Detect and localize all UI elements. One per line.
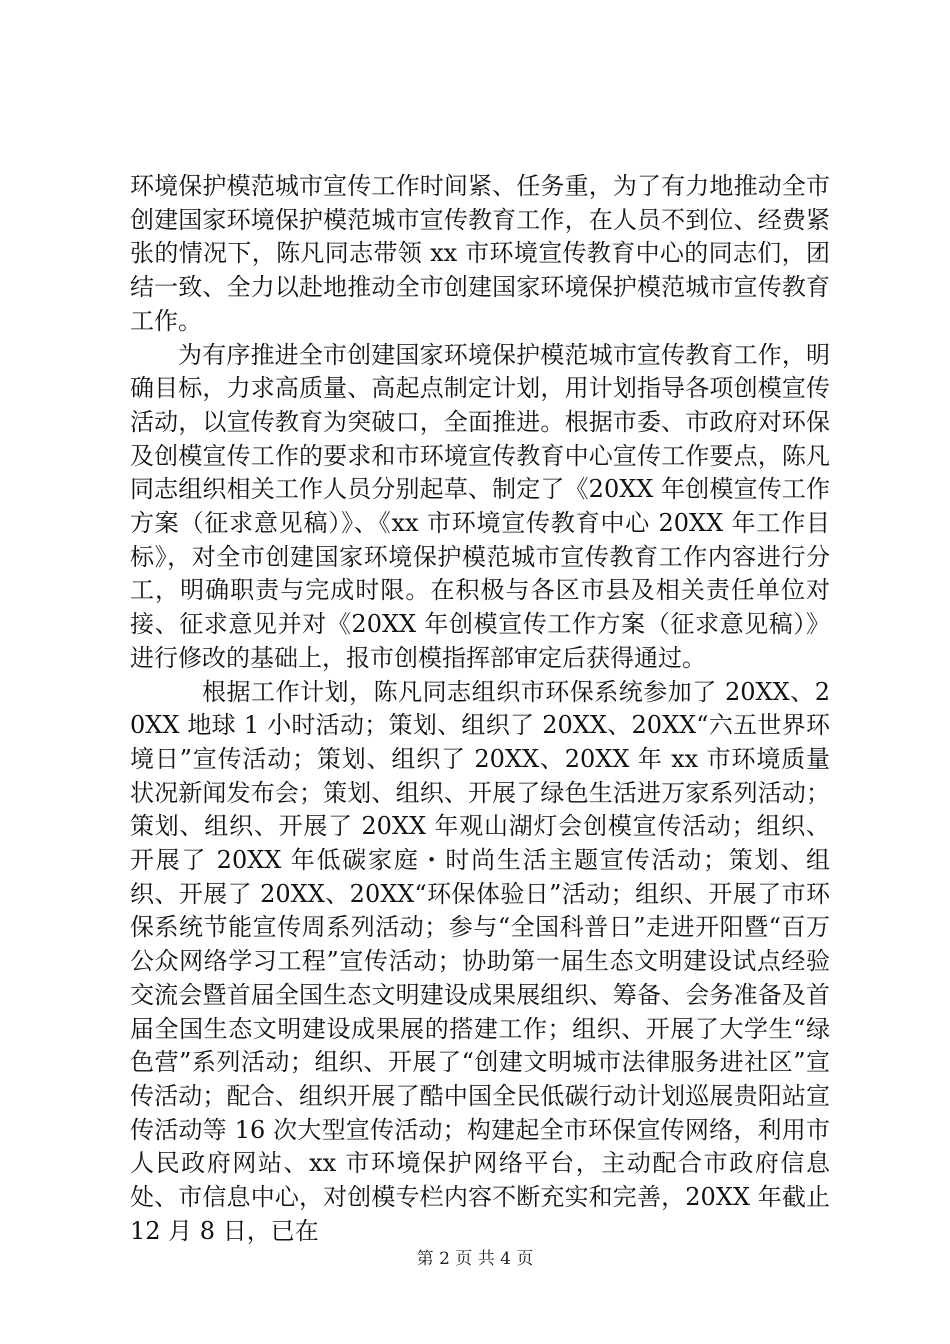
paragraph-1: 环境保护模范城市宣传工作时间紧、任务重，为了有力地推动全市创建国家环境保护模范城市宣传教育工作，在人员不到位、经费紧张的情况下，陈凡同志带领 xx 市环境宣传教育中心的同志们，团结一致、全力以赴地推动全市创建国家环境保护模范城市宣传教育工作。 (130, 172, 830, 335)
page-footer: 第 2 页 共 4 页 (416, 1249, 534, 1269)
paragraph-3: 根据工作计划，陈凡同志组织市环保系统参加了 20XX、20XX 地球 1 小时活动；策划、组织了 20XX、20XX“六五世界环境日”宣传活动；策划、组织了 20XX、20XX 年 xx 市环境质量状况新闻发布会；策划、组织、开展了绿色生活进万家系列活动；策划、组织、开展了 20XX 年观山湖灯会创模宣传活动；组织、开展了 20XX 年低碳家庭・时尚生活主题宣传活动；策划、组织、开展了 20XX、20XX“环保体验日”活动；组织、开展了市环保系统节能宣传周系列活动；参与“全国科普日”走进开阳暨“百万公众网络学习工程”宣传活动；协助第一届生态文明建设试点经验交流会暨首届全国生态文明建设成果展组织、筹备、会务准备及首届全国生态文明建设成果展的搭建工作；组织、开展了大学生“绿色营”系列活动；组织、开展了“创建文明城市法律服务进社区”宣传活动；配合、组织开展了酷中国全民低碳行动计划巡展贵阳站宣传活动等 16 次大型宣传活动；构建起全市环保宣传网络，利用市人民政府网站、xx 市环境保护网络平台，主动配合市政府信息处、市信息中心，对创模专栏内容不断充实和完善，20XX 年截止 12 月 8 日，已在 (130, 677, 830, 1245)
document-body (130, 170, 830, 1249)
paragraph-2: 为有序推进全市创建国家环境保护模范城市宣传教育工作，明确目标，力求高质量、高起点制定计划，用计划指导各项创模宣传活动，以宣传教育为突破口，全面推进。根据市委、市政府对环保及创模宣传工作的要求和市环境宣传教育中心宣传工作要点，陈凡同志组织相关工作人员分别起草、制定了《20XX 年创模宣传工作方案（征求意见稿）》、《xx 市环境宣传教育中心 20XX 年工作目标》，对全市创建国家环境保护模范城市宣传教育工作内容进行分工，明确职责与完成时限。在积极与各区市县及相关责任单位对接、征求意见并对《20XX 年创模宣传工作方案（征求意见稿）》进行修改的基础上，报市创模指挥部审定后获得通过。 (130, 340, 830, 672)
